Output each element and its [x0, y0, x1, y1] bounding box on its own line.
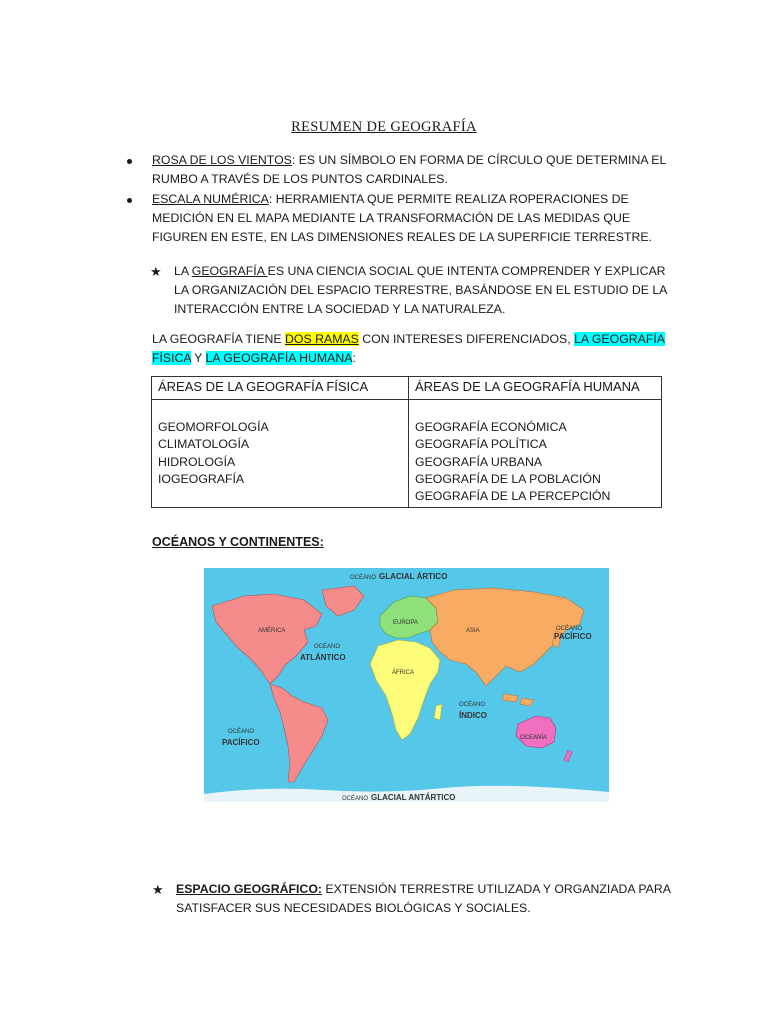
glacial-artico-label: GLACIAL ÁRTICO [379, 572, 448, 581]
bullet-dot-icon [127, 159, 132, 164]
list-item: HIDROLOGÍA [158, 454, 236, 469]
ramas-mid: CON INTERESES DIFERENCIADOS, [358, 332, 575, 346]
geografia-text: ES UNA CIENCIA SOCIAL QUE INTENTA COMPRENDER Y EXPLICAR LA ORGANIZACIÓN DEL ESPACIO TERRESTRE, BASÁNDOSE EN EL ESTUDIO DE LA INTERACCIÓN ENTRE LA SOCIEDAD Y LA NATURALEZA. [174, 264, 667, 316]
oceanos-heading: OCÉANOS Y CONTINENTES: [152, 535, 324, 549]
term-separator: : [268, 192, 273, 206]
star-icon: ★ [150, 264, 162, 279]
geografia-pre: LA [174, 264, 192, 278]
table-header-row [152, 377, 662, 400]
pacifico-east-label: PACÍFICO [554, 632, 592, 641]
glacial-antartico-label: GLACIAL ANTÁRTICO [371, 793, 456, 802]
africa-label: ÁFRICA [392, 670, 415, 676]
header-fisica: ÁREAS DE LA GEOGRAFÍA FÍSICA [152, 377, 409, 400]
list-item: GEOGRAFÍA POLÍTICA [415, 437, 547, 452]
star-icon: ★ [152, 882, 164, 897]
espacio-geografico-definition [152, 880, 672, 918]
term-escala-numerica: ESCALA NUMÉRICA [152, 192, 269, 206]
term-rosa-vientos: ROSA DE LOS VIENTOS [152, 153, 292, 167]
dos-ramas-highlight: DOS RAMAS [285, 332, 359, 346]
geografia-term: GEOGRAFÍA [191, 264, 268, 278]
ramas-paragraph [152, 330, 672, 368]
oceano-antartico-prefix: OCÉANO [342, 796, 369, 802]
indico-label: ÍNDICO [459, 711, 487, 720]
oceano-pacifico-west-prefix: OCÉANO [228, 729, 255, 735]
areas-table [151, 376, 662, 508]
ramas-y: Y [190, 351, 206, 365]
fisica-cell [152, 400, 409, 508]
america-label: AMÉRICA [258, 628, 286, 634]
definition-rosa-vientos: ES UN SÍMBOLO EN FORMA DE CÍRCULO QUE DETERMINA EL RUMBO A TRAVÉS DE LOS PUNTOS CARDINALES. [152, 153, 666, 186]
list-item: GEOGRAFÍA DE LA PERCEPCIÓN [415, 489, 611, 504]
oceano-atlantico-prefix: OCÉANO [314, 644, 341, 650]
geografia-definition [150, 262, 670, 319]
definition-escala-numerica: HERRAMIENTA QUE PERMITE REALIZA ROPERACIONES DE MEDICIÓN EN EL MAPA MEDIANTE LA TRANSFORMACIÓN DE LAS MEDIDAS QUE FIGUREN EN ESTE, EN LAS DIMENSIONES REALES DE LA SUPERFICIE TERRESTRE. [152, 192, 652, 244]
world-map [204, 568, 609, 802]
page-title: RESUMEN DE GEOGRAFÍA [291, 119, 477, 135]
pacifico-west-label: PACÍFICO [222, 738, 260, 747]
list-item: GEOGRAFÍA DE LA POBLACIÓN [415, 471, 601, 486]
bullet-dot-icon [127, 198, 132, 203]
oceania-label: OCEANÍA [520, 735, 548, 741]
asia-label: ASIA [466, 628, 480, 634]
atlantico-label: ATLÁNTICO [300, 653, 346, 662]
geografia-fisica-highlight: LA GEOGRAFÍA FÍSICA [152, 332, 665, 365]
term-separator: : [291, 153, 296, 167]
list-item: GEOGRAFÍA ECONÓMICA [415, 420, 567, 434]
europa-label: EUROPA [393, 620, 418, 626]
oceano-pacifico-east-prefix: OCÉANO [556, 626, 583, 632]
oceano-indico-prefix: OCÉANO [459, 702, 486, 708]
ramas-end: : [352, 351, 356, 365]
humana-cell [409, 400, 662, 508]
espacio-text: EXTENSIÓN TERRESTRE UTILIZADA Y ORGANZIADA PARA SATISFACER SUS NECESIDADES BIOLÓGICAS Y SOCIALES. [176, 882, 671, 915]
geografia-humana-highlight: LA GEOGRAFÍA HUMANA [205, 351, 353, 365]
oceano-artico-prefix: OCÉANO [350, 575, 377, 581]
definition-list [124, 151, 684, 247]
list-item: GEOMORFOLOGÍA [158, 420, 269, 434]
list-item [124, 151, 684, 189]
header-humana: ÁREAS DE LA GEOGRAFÍA HUMANA [409, 377, 662, 400]
list-item: GEOGRAFÍA URBANA [415, 454, 543, 469]
espacio-term: ESPACIO GEOGRÁFICO: [176, 882, 322, 896]
list-item: IOGEOGRAFÍA [158, 471, 245, 486]
ramas-pre: LA GEOGRAFÍA TIENE [152, 332, 286, 346]
list-item [124, 190, 684, 247]
table-row [152, 400, 662, 508]
list-item: CLIMATOLOGÍA [158, 437, 250, 452]
